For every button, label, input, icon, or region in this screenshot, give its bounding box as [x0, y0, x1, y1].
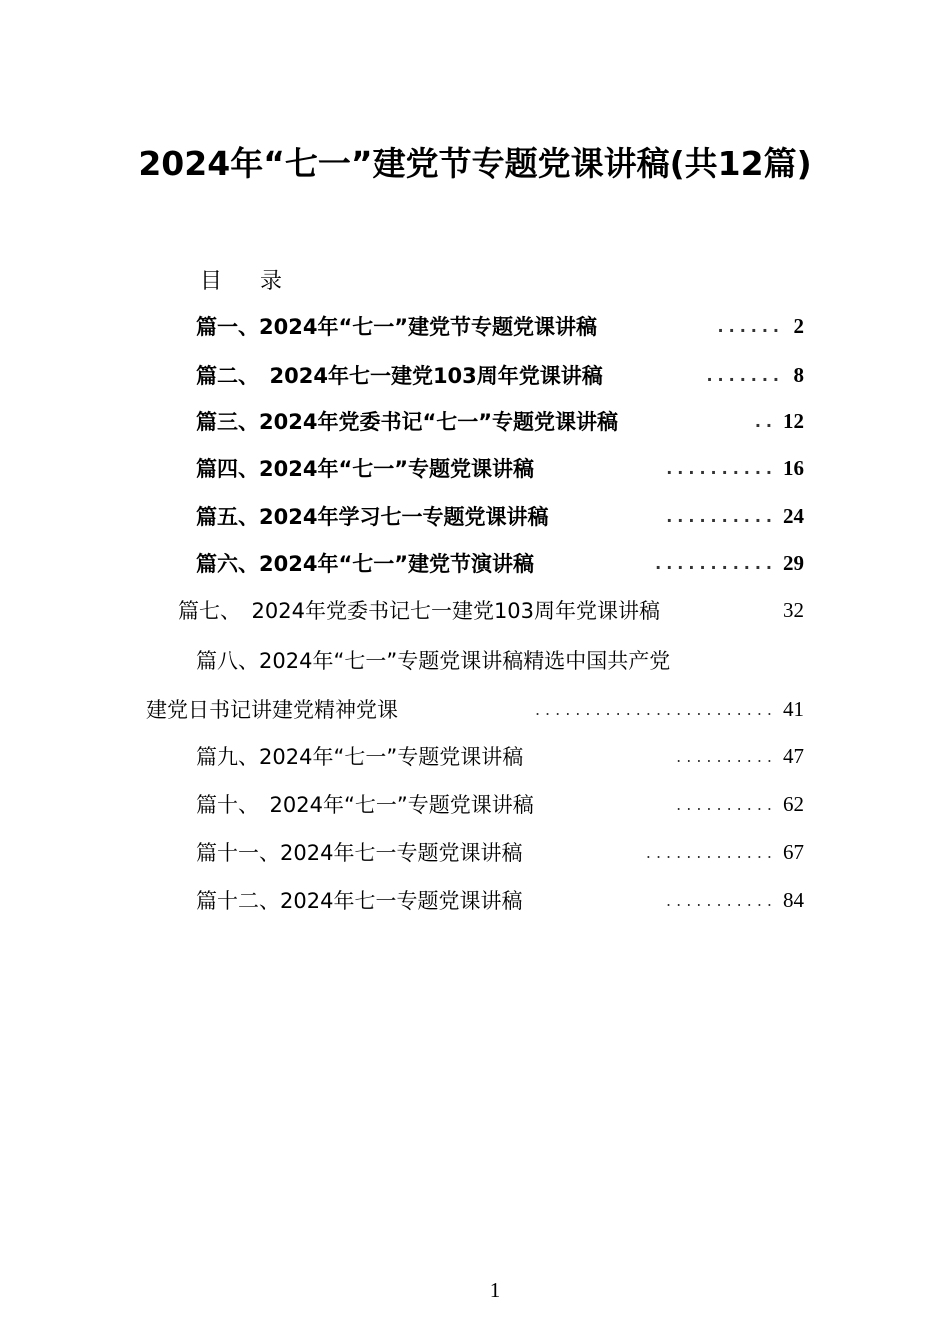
toc-leader-dots: .. — [754, 411, 777, 431]
toc-entry-page: 47 — [783, 743, 804, 768]
toc-entry-label: 篇十一、2024年七一专题党课讲稿 — [196, 841, 523, 865]
toc-entry-3[interactable] — [196, 405, 804, 437]
toc-entry-7[interactable] — [178, 594, 804, 626]
toc-entry-label: 篇九、2024年“七一”专题党课讲稿 — [196, 745, 524, 769]
toc-entry-page: 29 — [783, 550, 804, 575]
toc-entry-6[interactable] — [196, 547, 804, 579]
toc-entry-label: 篇四、2024年“七一”专题党课讲稿 — [196, 457, 535, 481]
toc-entry-11[interactable] — [196, 836, 804, 868]
document-title: 2024年“七一”建党节专题党课讲稿(共12篇) — [138, 144, 812, 183]
toc-entry-page: 32 — [783, 597, 804, 622]
toc-entry-label: 篇一、2024年“七一”建党节专题党课讲稿 — [196, 315, 598, 339]
toc-entry-8-line2[interactable] — [146, 693, 804, 725]
toc-leader-dots: ............. — [645, 842, 777, 862]
toc-entry-label: 篇十、 2024年“七一”专题党课讲稿 — [196, 793, 534, 817]
toc-leader-dots: .......... — [676, 746, 777, 766]
toc-leader-dots: .......... — [666, 506, 777, 526]
toc-entry-page: 62 — [783, 791, 804, 816]
toc-leader-dots: ........... — [655, 553, 777, 573]
toc-entry-page: 24 — [783, 503, 804, 528]
toc-entry-page: 12 — [783, 408, 804, 433]
toc-entry-label: 建党日书记讲建党精神党课 — [146, 698, 398, 722]
toc-entry-label: 篇五、2024年学习七一专题党课讲稿 — [196, 505, 549, 529]
toc-entry-label: 篇三、2024年党委书记“七一”专题党课讲稿 — [196, 410, 619, 434]
toc-entry-8-line1[interactable] — [196, 644, 804, 676]
toc-entry-10[interactable] — [196, 788, 804, 820]
toc-entry-label: 篇八、2024年“七一”专题党课讲稿精选中国共产党 — [196, 649, 671, 673]
toc-leader-dots: .......... — [666, 458, 777, 478]
toc-entry-page: 2 — [793, 313, 804, 338]
toc-entry-label: 篇二、 2024年七一建党103周年党课讲稿 — [196, 364, 603, 388]
toc-entry-page: 84 — [783, 887, 804, 912]
page-number: 1 — [489, 1278, 501, 1302]
toc-entry-page: 67 — [783, 839, 804, 864]
toc-heading: 目 录 — [200, 269, 291, 294]
toc-entry-5[interactable] — [196, 500, 804, 532]
toc-entry-page: 8 — [793, 362, 804, 387]
toc-entry-4[interactable] — [196, 452, 804, 484]
toc-entry-12[interactable] — [196, 884, 804, 916]
toc-entry-1[interactable] — [196, 310, 804, 342]
toc-leader-dots: ....... — [706, 365, 784, 385]
toc-entry-label: 篇六、2024年“七一”建党节演讲稿 — [196, 552, 535, 576]
toc-leader-dots: ........... — [666, 890, 777, 910]
toc-entry-page: 41 — [783, 696, 804, 721]
toc-leader-dots: ...... — [717, 316, 784, 336]
toc-entry-label: 篇十二、2024年七一专题党课讲稿 — [196, 889, 523, 913]
toc-entry-page: 16 — [783, 455, 804, 480]
toc-entry-9[interactable] — [196, 740, 804, 772]
toc-leader-dots: ........................ — [534, 699, 777, 719]
toc-entry-2[interactable] — [196, 359, 804, 391]
toc-entry-label: 篇七、 2024年党委书记七一建党103周年党课讲稿 — [178, 599, 661, 623]
toc-leader-dots: .......... — [676, 794, 777, 814]
